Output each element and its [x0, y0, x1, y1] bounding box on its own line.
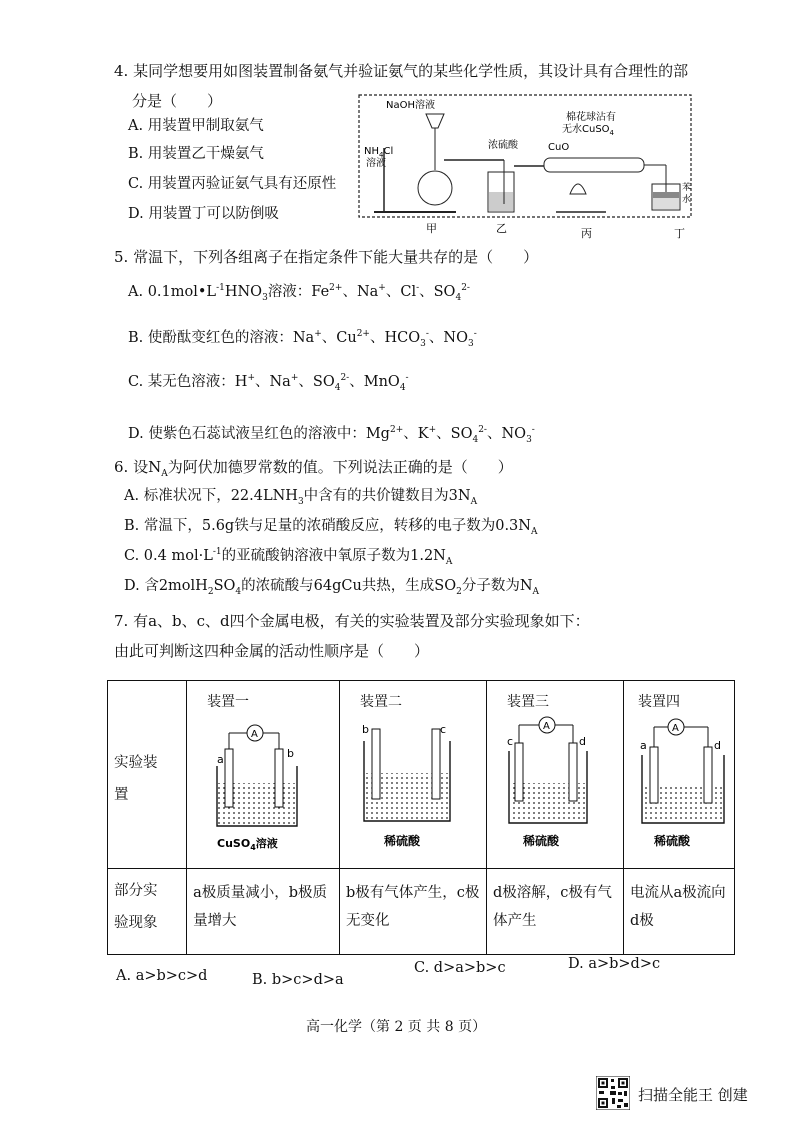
device-1-figure	[187, 711, 337, 861]
conc-acid-label: 浓硫酸	[488, 140, 518, 151]
q7-option-a: A. a>b>c>d	[116, 968, 208, 984]
q6-stem: 6. 设$N_A$为阿伏加德罗常数的值。下列说法正确的是（ ）	[114, 458, 513, 479]
electrode-2b-label: b	[361, 723, 369, 736]
label-ding: 丁	[674, 227, 685, 240]
water-label: 水	[682, 195, 692, 205]
row-label-apparatus: 实验装 置	[108, 681, 187, 869]
q5-option-c: C. 某无色溶液：H+、Na+、$SO_4^{2-}$、MnO$_4$-	[128, 373, 409, 393]
q6-option-d: D. 含$2molH_2SO_4$的浓硫酸与64gCu共热，生成$SO_2$分子数为$N_A$	[124, 578, 540, 597]
device-2-figure	[340, 711, 486, 861]
electrode-1a-label: a	[217, 753, 224, 766]
nh4cl-label-line2: 溶液	[366, 158, 386, 169]
q5-option-a: A. $0.1mol•L^{-1}HNO_3$溶液：$Fe^{2+}$、Na+、Cl-、$SO_4^{2-}$	[128, 283, 470, 303]
qr-code-icon	[596, 1076, 630, 1110]
phenomenon-3: d极溶解，c极有气体产生	[486, 869, 623, 955]
q7-option-d: D. a>b>d>c	[568, 956, 661, 972]
device-2-title: 装置二	[359, 694, 402, 710]
ammeter-1-label: A	[251, 729, 258, 740]
cotton-label-2: 无水CuSO$_4$	[562, 124, 615, 137]
naoh-label: NaOH溶液	[386, 100, 435, 111]
q4-option-b: B. 用装置乙干燥氨气	[128, 146, 264, 162]
q4-stem-line1: 4. 某同学想要用如图装置制备氨气并验证氨气的某些化学性质，其设计具有合理性的部	[114, 62, 689, 80]
phenomenon-1: a极质量减小，b极质量增大	[187, 869, 340, 955]
electrode-4d-label: d	[713, 739, 721, 752]
electrode-3c-label: c	[506, 735, 514, 748]
electrode-2c-label: c	[439, 723, 447, 736]
cotton-label-1: 棉花球沾有	[566, 112, 616, 123]
nh4cl-label: $NH_4Cl$	[364, 146, 394, 159]
q4-option-c: C. 用装置丙验证氨气具有还原性	[128, 176, 337, 192]
label-yi: 乙	[496, 222, 507, 235]
device-3-solution-label: 稀硫酸	[522, 834, 559, 848]
device-1-title: 装置一	[207, 694, 250, 710]
q7-experiment-table	[107, 680, 735, 955]
ammeter-4-label: A	[671, 723, 679, 734]
q6-option-c: C. 0.4 $mol\cdot L^{-1}$的亚硫酸钠溶液中氧原子数为$1.2N_A$	[124, 547, 453, 567]
label-jia: 甲	[426, 222, 437, 235]
q7-option-c: C. d>a>b>c	[414, 960, 506, 976]
electrode-4a-label: a	[639, 739, 647, 752]
q7-option-b: B. b>c>d>a	[252, 972, 344, 988]
device-4-solution-label: 稀硫酸	[653, 834, 690, 848]
device-1-cell	[187, 681, 340, 869]
device-4-figure	[624, 711, 734, 861]
q4-option-d: D. 用装置丁可以防倒吸	[128, 206, 279, 222]
q5-stem: 5. 常温下，下列各组离子在指定条件下能大量共存的是（ ）	[114, 248, 539, 266]
cuo-label: CuO	[548, 142, 570, 153]
electrode-1b-label: b	[287, 747, 295, 760]
phenomenon-2: b极有气体产生，c极无变化	[339, 869, 486, 955]
label-bing: 丙	[581, 227, 592, 240]
q6-option-a: A. 标准状况下，$22.4LNH_3$中含有的共价键数目为$3N_A$	[124, 488, 478, 507]
device-1-solution-label: CuSO$_4$溶液	[217, 837, 278, 852]
q4-stem-line2: 分是（ ）	[132, 92, 223, 110]
row-label-phenomena: 部分实 验现象	[108, 869, 187, 955]
q4-apparatus-figure	[356, 92, 696, 242]
q4-option-a: A. 用装置甲制取氨气	[128, 118, 264, 134]
device-4-cell	[623, 681, 734, 869]
device-3-title: 装置三	[506, 694, 549, 710]
q5-option-b: B. 使酚酞变红色的溶液：Na+、$Cu^{2+}$、$HCO_3^-$、$NO_3^-$	[128, 329, 477, 349]
q6-option-b: B. 常温下，5.6g铁与足量的浓硝酸反应，转移的电子数为$0.3N_A$	[124, 518, 538, 537]
q7-stem-line1: 7. 有a、b、c、d四个金属电极，有关的实验装置及部分实验现象如下：	[114, 612, 590, 630]
scanner-watermark: 扫描全能王 创建	[638, 1086, 748, 1104]
page-footer: 高一化学（第 2 页 共 8 页）	[306, 1019, 487, 1035]
ammeter-3-label: A	[542, 721, 550, 732]
q5-option-d: D. 使紫色石蕊试液呈红色的溶液中：$Mg^{2+}$、K+、$SO_4^{2-}$、$NO_3^-$	[128, 425, 535, 445]
phenomenon-4: 电流从a极流向d极	[623, 869, 734, 955]
device-2-cell	[339, 681, 486, 869]
device-3-cell	[486, 681, 623, 869]
device-2-solution-label: 稀硫酸	[383, 834, 420, 848]
electrode-3d-label: d	[578, 735, 586, 748]
benzene-label: 苯	[682, 183, 692, 193]
device-3-figure	[487, 711, 623, 861]
device-4-title: 装置四	[637, 694, 680, 710]
q7-stem-line2: 由此可判断这四种金属的活动性顺序是（ ）	[114, 642, 430, 660]
